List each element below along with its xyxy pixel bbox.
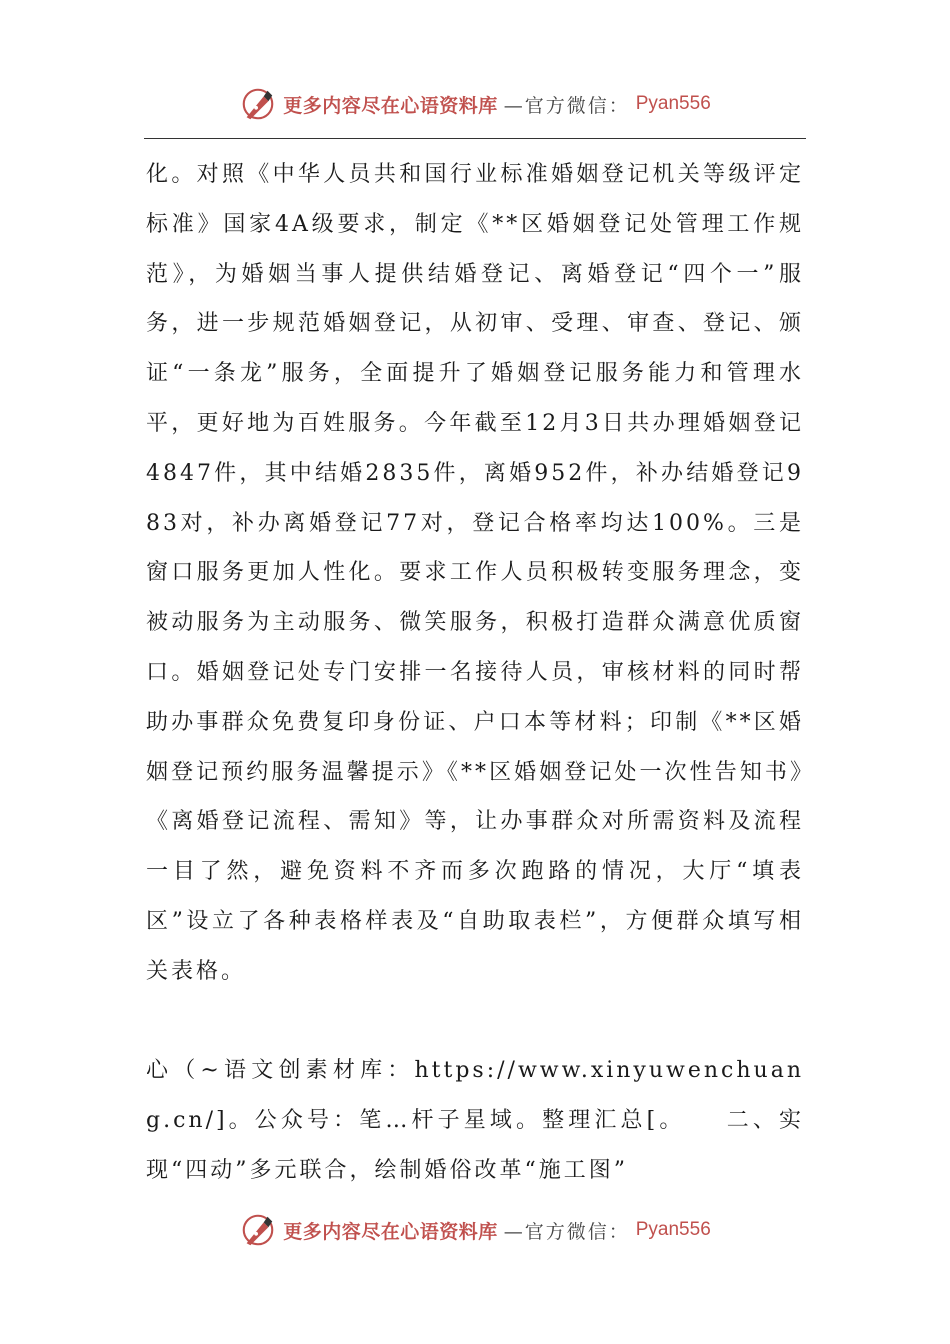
footer-site-name: 更多内容尽在心语资料库	[283, 1220, 498, 1243]
body-paragraph: 心（~语文创素材库：https://www.xinyuwenchuang.cn/]。公众号：笔…杆子星域。整理汇总[。 二、实现“四动”多元联合，绘制婚俗改革“施工图”	[146, 1058, 804, 1183]
body-paragraph: 化。对照《中华人员共和国行业标准婚姻登记机关等级评定标准》国家4A级要求，制定《**区婚姻登记处管理工作规范》，为婚姻当事人提供结婚登记、离婚登记“四个一”服务，进一步规范婚姻登记，从初审、受理、审查、登记、颁证“一条龙”服务，全面提升了婚姻登记服务能力和管理水平，更好地为百姓服务。今年截至12月3日共办理婚姻登记4847件，其中结婚2835件，离婚952件，补办结婚登记983对，补办离婚登记77对，登记合格率均达100%。三是窗口服务更加人性化。要求工作人员积极转变服务理念，变被动服务为主动服务、微笑服务，积极打造群众满意优质窗口。婚姻登记处专门安排一名接待人员，审核材料的同时帮助办事群众免费复印身份证、户口本等材料；印制《**区婚姻登记预约服务温馨提示》《**区婚姻登记处一次性告知书》《离婚登记流程、需知》等，让办事群众对所需资料及流程一目了然，避免资料不齐而多次跑路的情况，大厅“填表区”设立了各种表格样表及“自助取表栏”，方便群众填写相关表格。	[146, 162, 804, 984]
document-body	[146, 150, 804, 1196]
pen-nib-logo-icon	[239, 85, 277, 123]
footer-wechat-id: Pyan556	[635, 1219, 711, 1240]
header-wechat-id: Pyan556	[635, 93, 711, 114]
header-divider	[144, 138, 806, 139]
page-footer-banner	[0, 1208, 950, 1252]
page-header-banner	[0, 82, 950, 126]
header-site-name: 更多内容尽在心语资料库	[283, 94, 498, 117]
header-wechat-label: —官方微信：	[503, 94, 630, 117]
pen-nib-logo-icon	[239, 1211, 277, 1249]
paragraph-spacer	[146, 997, 804, 1047]
footer-wechat-label: —官方微信：	[503, 1220, 630, 1243]
